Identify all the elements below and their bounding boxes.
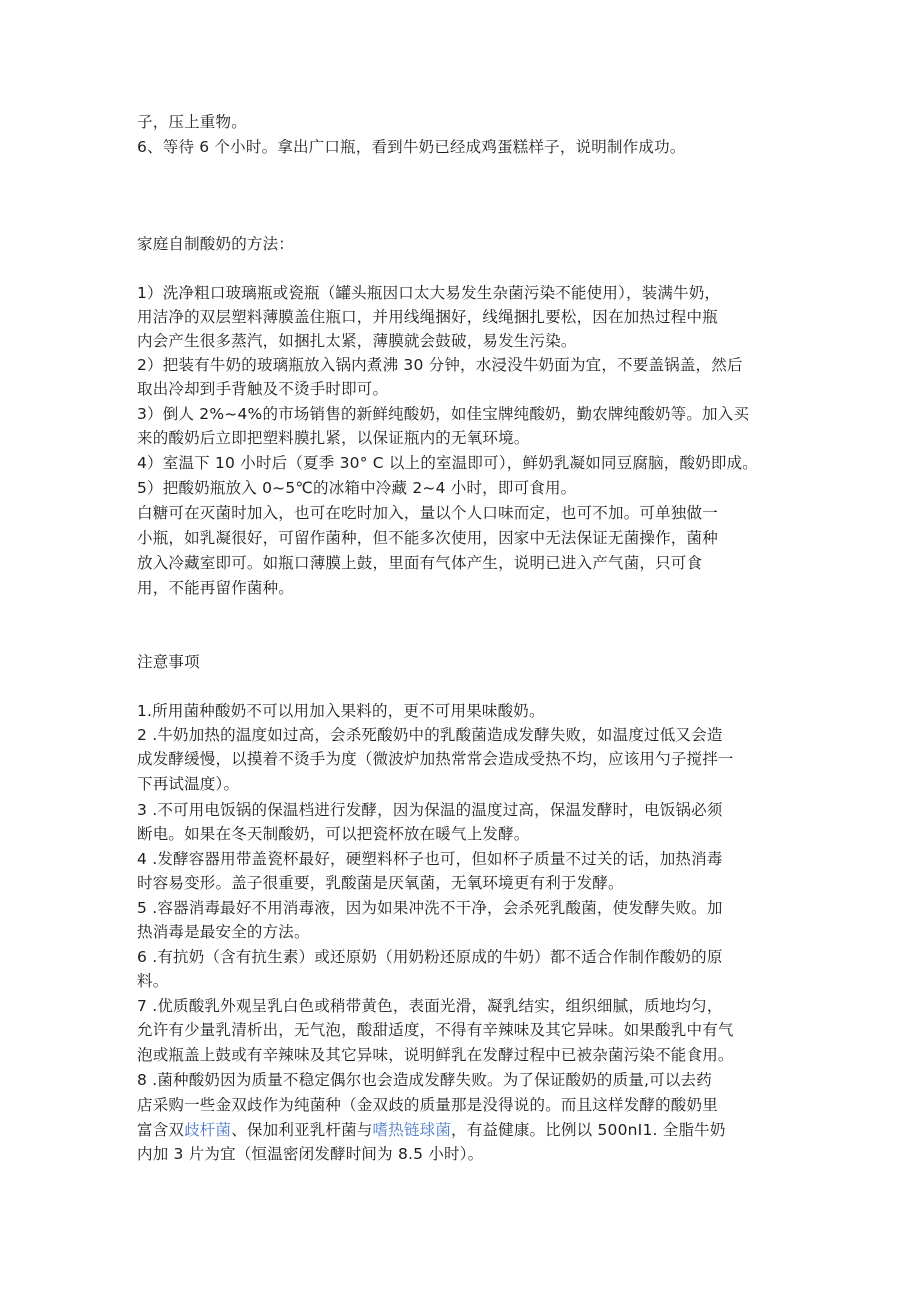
method-line: 4）室温下 10 小时后（夏季 30° C 以上的室温即可），鲜奶乳凝如同豆腐脑，酸奶即成。 bbox=[137, 454, 758, 472]
notes-line: 店采购一些金双歧作为纯菌种（金双歧的质量那是没得说的。而且这样发酵的酸奶里 bbox=[137, 1096, 718, 1114]
streptococcus-thermophilus-link[interactable]: 嗜热链球菌 bbox=[372, 1121, 452, 1139]
rich-text-part: 、保加利亚乳杆菌与 bbox=[231, 1121, 373, 1139]
notes-line: 泡或瓶盖上鼓或有辛辣味及其它异味，说明鲜乳在发酵过程中已被杂菌污染不能食用。 bbox=[137, 1046, 734, 1064]
notes-line: 6 .有抗奶（含有抗生素）或还原奶（用奶粉还原成的牛奶）都不适合作制作酸奶的原 bbox=[137, 948, 723, 966]
method-line: 取出冷却到手背触及不烫手时即可。 bbox=[137, 380, 389, 398]
notes-line: 5 .容器消毒最好不用消毒液，因为如果冲洗不干净，会杀死乳酸菌，使发酵失败。加 bbox=[137, 899, 723, 917]
method-line: 5）把酸奶瓶放入 0~5℃的冰箱中冷藏 2~4 小时，即可食用。 bbox=[137, 479, 577, 497]
notes-line: 3 .不可用电饭锅的保温档进行发酵，因为保温的温度过高，保温发酵时，电饭锅必须 bbox=[137, 801, 723, 819]
notes-line: 成发酵缓慢，以摸着不烫手为度（微波炉加热常常会造成受热不均，应该用勺子搅拌一 bbox=[137, 750, 734, 768]
method-line: 小瓶，如乳凝很好，可留作菌种，但不能多次使用，因家中无法保证无菌操作，菌种 bbox=[137, 529, 718, 547]
bifidobacterium-link[interactable]: 歧杆菌 bbox=[184, 1121, 232, 1139]
notes-line: 8 .菌种酸奶因为质量不稳定偶尔也会造成发酵失败。为了保证酸奶的质量,可以去药 bbox=[137, 1071, 712, 1089]
notes-line: 断电。如果在冬天制酸奶，可以把瓷杯放在暖气上发酵。 bbox=[137, 825, 530, 843]
method-line: 2）把装有牛奶的玻璃瓶放入锅内煮沸 30 分钟，水浸没牛奶面为宜，不要盖锅盖，然后 bbox=[137, 356, 743, 374]
method-line: 1）洗净粗口玻璃瓶或瓷瓶（罐头瓶因口太大易发生杂菌污染不能使用），装满牛奶， bbox=[137, 284, 721, 302]
notes-line: 允许有少量乳清析出，无气泡，酸甜适度，不得有辛辣味及其它异味。如果酸乳中有气 bbox=[137, 1021, 734, 1039]
notes-heading: 注意事项 bbox=[137, 653, 200, 671]
method-line: 放入冷藏室即可。如瓶口薄膜上鼓，里面有气体产生，说明已进入产气菌，只可食 bbox=[137, 554, 703, 572]
method-line: 用洁净的双层塑料薄膜盖住瓶口，并用线绳捆好，线绳捆扎要松，因在加热过程中瓶 bbox=[137, 308, 718, 326]
method-line: 用，不能再留作菌种。 bbox=[137, 579, 295, 597]
method-line: 来的酸奶后立即把塑料膜扎紧，以保证瓶内的无氧环境。 bbox=[137, 429, 530, 447]
notes-last-line: 内加 3 片为宜（恒温密闭发酵时间为 8.5 小时）。 bbox=[137, 1145, 484, 1163]
method-line: 3）倒人 2%~4%的市场销售的新鲜纯酸奶，如佳宝牌纯酸奶，勤农牌纯酸奶等。加入买 bbox=[137, 405, 750, 423]
rich-text-part: 富含双 bbox=[137, 1121, 185, 1139]
notes-line: 2 .牛奶加热的温度如过高，会杀死酸奶中的乳酸菌造成发酵失败，如温度过低又会造 bbox=[137, 726, 723, 744]
method-heading: 家庭自制酸奶的方法： bbox=[137, 235, 295, 253]
notes-line: 时容易变形。盖子很重要，乳酸菌是厌氧菌，无氧环境更有利于发酵。 bbox=[137, 874, 624, 892]
notes-line: 7 .优质酸乳外观呈乳白色或稍带黄色，表面光滑，凝乳结实，组织细腻，质地均匀， bbox=[137, 997, 723, 1015]
method-line: 白糖可在灭菌时加入，也可在吃时加入，量以个人口味而定，也可不加。可单独做一 bbox=[137, 504, 718, 522]
intro-line-1: 子，压上重物。 bbox=[137, 113, 247, 131]
notes-line: 热消毒是最安全的方法。 bbox=[137, 923, 310, 941]
notes-line: 4 .发酵容器用带盖瓷杯最好，硬塑料杯子也可，但如杯子质量不过关的话，加热消毒 bbox=[137, 850, 723, 868]
notes-line: 料。 bbox=[137, 972, 169, 990]
intro-line-2: 6、等待 6 个小时。拿出广口瓶，看到牛奶已经成鸡蛋糕样子，说明制作成功。 bbox=[137, 138, 686, 156]
rich-text-part: ，有益健康。比例以 500nI1. 全脂牛奶 bbox=[451, 1121, 726, 1139]
notes-line-rich bbox=[137, 1119, 726, 1141]
method-line: 内会产生很多蒸汽，如捆扎太紧，薄膜就会鼓破，易发生污染。 bbox=[137, 332, 577, 350]
notes-line: 下再试温度）。 bbox=[137, 775, 240, 793]
notes-line: 1.所用菌种酸奶不可以用加入果料的，更不可用果味酸奶。 bbox=[137, 702, 545, 720]
